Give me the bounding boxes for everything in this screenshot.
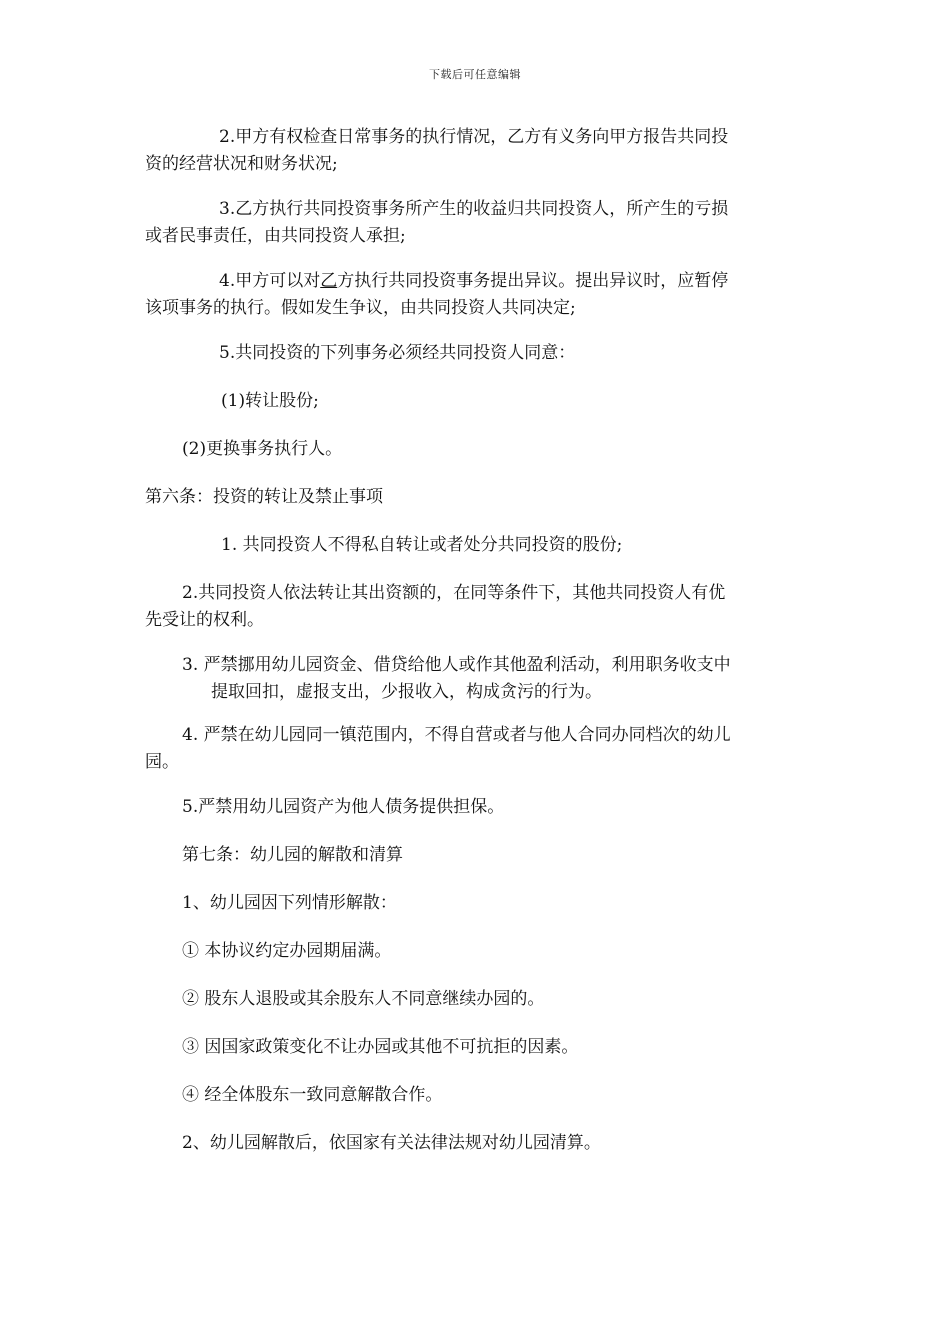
page-header: 下载后可任意编辑 xyxy=(429,68,521,81)
text-segment: 方执行共同投资事务提出异议。提出异议时，应暂停 xyxy=(337,271,729,291)
underlined-text: 乙 xyxy=(320,271,338,291)
text-line: 3.乙方执行共同投资事务所产生的收益归共同投资人，所产生的亏损 xyxy=(219,199,729,219)
text-line: 2.甲方有权检查日常事务的执行情况，乙方有义务向甲方报告共同投 xyxy=(219,127,729,147)
paragraph-6-1 xyxy=(221,532,622,559)
paragraph-5-5 xyxy=(219,340,575,367)
paragraph-6-2 xyxy=(145,580,725,634)
text-line: 1. 共同投资人不得私自转让或者处分共同投资的股份; xyxy=(221,535,623,555)
paragraph-6-4 xyxy=(145,722,731,776)
section-heading-6 xyxy=(145,484,383,511)
section-heading-7 xyxy=(182,842,403,869)
text-line: ① 本协议约定办园期届满。 xyxy=(182,941,392,961)
text-line: 资的经营状况和财务状况; xyxy=(145,154,338,174)
text-line: 第六条：投资的转让及禁止事项 xyxy=(145,487,383,507)
text-line: 或者民事责任，由共同投资人承担; xyxy=(145,226,406,246)
text-line: ③ 因国家政策变化不让办园或其他不可抗拒的因素。 xyxy=(182,1037,579,1057)
text-line: 先受让的权利。 xyxy=(145,610,264,630)
text-line: 1、幼儿园因下列情形解散： xyxy=(182,893,397,913)
paragraph-7-2 xyxy=(182,1130,601,1157)
text-line: 提取回扣，虚报支出，少报收入，构成贪污的行为。 xyxy=(211,682,602,702)
text-line: ④ 经全体股东一致同意解散合作。 xyxy=(182,1085,443,1105)
paragraph-6-5 xyxy=(182,794,504,821)
circled-item-3 xyxy=(182,1034,578,1061)
text-line: ② 股东人退股或其余股东人不同意继续办园的。 xyxy=(182,989,545,1009)
text-line: (1)转让股份; xyxy=(221,391,319,411)
paragraph-5-2 xyxy=(145,124,728,178)
text-line: 3. 严禁挪用幼儿园资金、借贷给他人或作其他盈利活动，利用职务收支中 xyxy=(182,655,731,675)
circled-item-1 xyxy=(182,938,391,965)
text-line: 2、幼儿园解散后，依国家有关法律法规对幼儿园清算。 xyxy=(182,1133,601,1153)
text-line: 2.共同投资人依法转让其出资额的，在同等条件下，其他共同投资人有优 xyxy=(182,583,726,603)
list-item-2 xyxy=(182,436,342,463)
text-line: 5.共同投资的下列事务必须经共同投资人同意： xyxy=(219,343,576,363)
text-segment: 4.甲方可以对 xyxy=(219,271,321,291)
circled-item-4 xyxy=(182,1082,442,1109)
text-line xyxy=(145,268,728,295)
text-line: 园。 xyxy=(145,752,179,772)
paragraph-5-3 xyxy=(145,196,728,250)
text-line: (2)更换事务执行人。 xyxy=(182,439,343,459)
text-line: 4. 严禁在幼儿园同一镇范围内，不得自营或者与他人合同办同档次的幼儿 xyxy=(182,725,731,745)
list-item-1 xyxy=(221,388,319,415)
circled-item-2 xyxy=(182,986,544,1013)
text-line: 该项事务的执行。假如发生争议，由共同投资人共同决定; xyxy=(145,298,576,318)
text-line: 第七条：幼儿园的解散和清算 xyxy=(182,845,403,865)
paragraph-5-4 xyxy=(145,268,728,322)
paragraph-7-1 xyxy=(182,890,397,917)
text-line: 5.严禁用幼儿园资产为他人债务提供担保。 xyxy=(182,797,505,817)
paragraph-6-3 xyxy=(182,652,731,706)
